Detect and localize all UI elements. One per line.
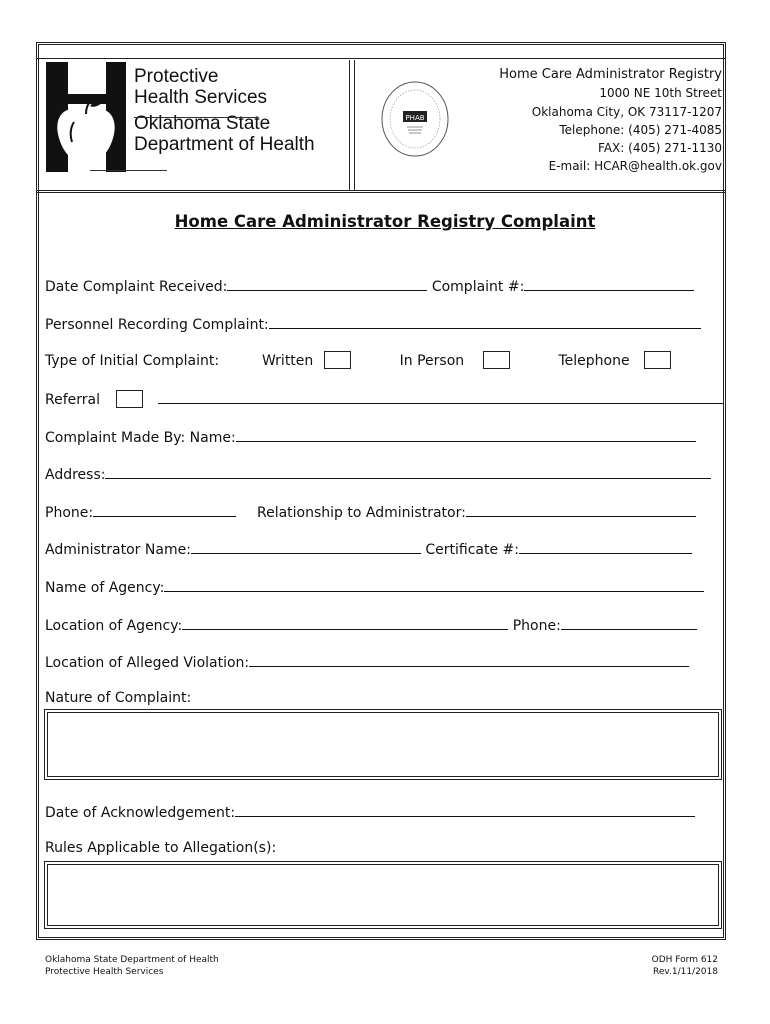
logo-line-2: Health Services	[134, 87, 268, 108]
footer-dept: Oklahoma State Department of Health	[45, 955, 219, 965]
nature-label: Nature of Complaint:	[45, 690, 192, 706]
written-checkbox[interactable]	[324, 351, 351, 369]
agency-name-label: Name of Agency:	[45, 580, 165, 596]
footer-right	[652, 954, 718, 978]
relationship-field[interactable]	[466, 502, 696, 517]
ack-date-field[interactable]	[235, 802, 695, 817]
row-phone	[45, 502, 696, 521]
address-label: Address:	[45, 467, 106, 483]
agency-phone-label: Phone:	[512, 618, 561, 634]
relationship-label: Relationship to Administrator:	[257, 505, 466, 521]
in-person-checkbox[interactable]	[483, 351, 510, 369]
rules-textarea[interactable]	[44, 861, 722, 929]
row-violation-location	[45, 652, 689, 671]
logo-line-4: Department of Health	[134, 134, 315, 155]
row-admin-name	[45, 539, 692, 558]
registry-email: E-mail: HCAR@health.ok.gov	[548, 159, 722, 174]
footer-revision: Rev.1/11/2018	[652, 967, 718, 977]
complaint-number-field[interactable]	[524, 276, 694, 291]
agency-location-label: Location of Agency:	[45, 618, 183, 634]
row-made-by	[45, 427, 696, 446]
agency-name-field[interactable]	[164, 577, 704, 592]
row-nature	[45, 690, 191, 706]
agency-location-field[interactable]	[182, 615, 508, 630]
registry-fax: FAX: (405) 271-1130	[598, 141, 722, 156]
registry-city: Oklahoma City, OK 73117-1207	[531, 104, 722, 119]
certificate-label: Certificate #:	[425, 542, 519, 558]
registry-telephone: Telephone: (405) 271-4085	[559, 122, 722, 137]
row-rules	[45, 840, 276, 856]
date-received-label: Date Complaint Received:	[45, 279, 228, 295]
date-received-field[interactable]	[227, 276, 427, 291]
personnel-field[interactable]	[269, 314, 701, 329]
row-personnel	[45, 314, 701, 333]
header-bottom-rule	[36, 190, 726, 193]
row-address	[45, 464, 711, 483]
violation-location-label: Location of Alleged Violation:	[45, 655, 250, 671]
registry-title: Home Care Administrator Registry	[499, 67, 722, 82]
row-agency-name	[45, 577, 704, 596]
header-top-rule	[36, 58, 726, 59]
registry-street: 1000 NE 10th Street	[599, 86, 722, 101]
row-agency-location	[45, 615, 697, 634]
violation-location-field[interactable]	[249, 652, 689, 667]
row-ack-date	[45, 802, 695, 821]
certificate-field[interactable]	[519, 539, 692, 554]
logo-line-1: Protective	[134, 66, 219, 87]
in-person-label: In Person	[399, 353, 465, 369]
logo-underline	[90, 170, 167, 171]
admin-name-label: Administrator Name:	[45, 542, 191, 558]
row-type	[45, 351, 671, 369]
complaint-number-label: Complaint #:	[431, 279, 525, 295]
form-title: Home Care Administrator Registry Complaint	[174, 212, 596, 231]
header-divider	[349, 60, 355, 191]
accreditation-seal-icon	[380, 80, 450, 158]
admin-name-field[interactable]	[191, 539, 421, 554]
referral-field[interactable]	[158, 389, 724, 404]
agency-logo-text	[134, 66, 315, 155]
nature-textarea[interactable]	[44, 709, 722, 780]
logo-rule	[134, 117, 259, 118]
telephone-checkbox[interactable]	[644, 351, 671, 369]
seal-label: PHAB	[405, 114, 425, 122]
address-field[interactable]	[105, 464, 711, 479]
logo-line-3: Oklahoma State	[134, 113, 271, 134]
ack-date-label: Date of Acknowledgement:	[45, 805, 236, 821]
telephone-label: Telephone	[558, 353, 630, 369]
type-label: Type of Initial Complaint:	[45, 353, 220, 369]
footer-left	[45, 954, 219, 978]
phone-field[interactable]	[93, 502, 236, 517]
footer-division: Protective Health Services	[45, 967, 164, 977]
phone-label: Phone:	[45, 505, 94, 521]
referral-checkbox[interactable]	[116, 390, 143, 408]
registry-contact-block	[499, 66, 722, 176]
referral-label: Referral	[45, 392, 100, 408]
apple-logo-icon	[46, 62, 126, 172]
footer-form-number: ODH Form 612	[651, 955, 718, 965]
row-referral	[45, 389, 724, 408]
agency-phone-field[interactable]	[561, 615, 697, 630]
row-date-complaint	[45, 276, 694, 295]
made-by-label: Complaint Made By: Name:	[45, 430, 236, 446]
personnel-label: Personnel Recording Complaint:	[45, 317, 269, 333]
made-by-name-field[interactable]	[236, 427, 696, 442]
rules-label: Rules Applicable to Allegation(s):	[45, 840, 277, 856]
written-label: Written	[261, 353, 314, 369]
